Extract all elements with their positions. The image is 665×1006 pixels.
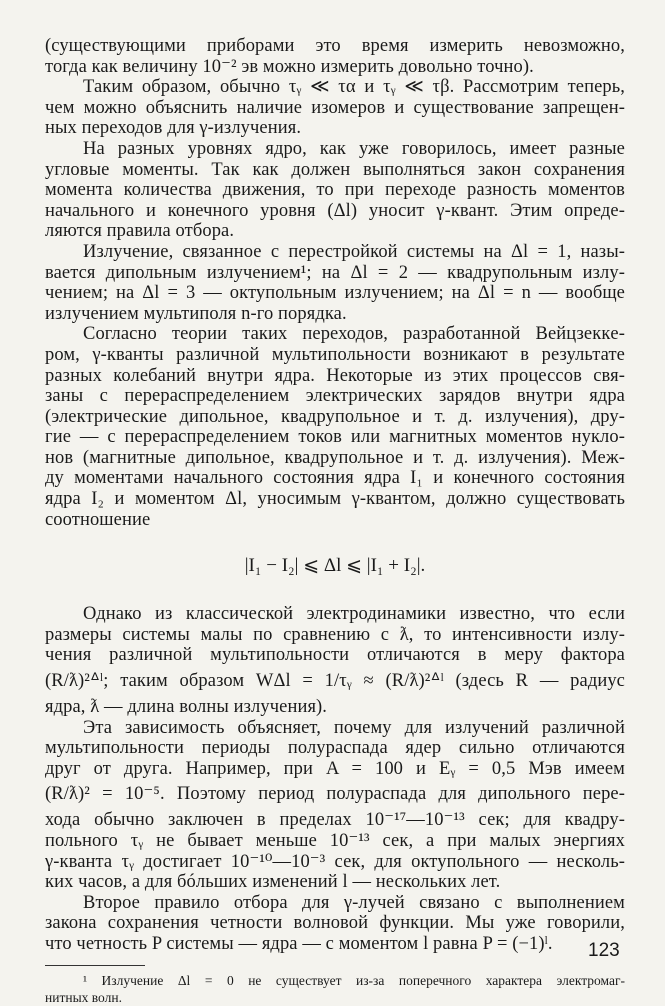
text-line: Излучение, связанное с перестройкой системы на Δl = 1, назы-	[83, 241, 625, 262]
text-line: Второе правило отбора для γ-лучей связано с выполнением	[83, 892, 625, 913]
book-page	[45, 36, 625, 1006]
paragraph-3	[45, 139, 625, 242]
text-line: польного τᵧ не бывает меньше 10⁻¹³ сек, а при малых энергиях	[45, 831, 625, 851]
text-line: закона сохранения четности волновой функции. Мы уже говорили,	[45, 913, 625, 934]
text-line: излучением мультиполя n-го порядка.	[45, 303, 347, 324]
text-line: ду моментами начального состояния ядра I₁ и конечного состояния	[45, 468, 625, 489]
text-line: соотношение	[45, 509, 151, 530]
paragraph-1	[45, 36, 625, 77]
text-line: размеры системы малы по сравнению с ƛ, то интенсивности излу-	[45, 624, 625, 645]
text-line: чем можно объяснить наличие изомеров и существование запрещен-	[45, 97, 625, 118]
text-line: ром, γ-кванты различной мультипольности возникают в результате	[45, 344, 625, 365]
paragraph-7	[45, 718, 625, 893]
paragraph-6	[45, 604, 625, 717]
text-line: угловые моменты. Так как должен выполняться закон сохранения	[45, 159, 625, 180]
text-line: что четность P системы — ядра — с моментом l равна P = (−1)ˡ.	[45, 933, 553, 954]
footnote-divider	[45, 965, 145, 966]
text-line: (R/ƛ)² = 10⁻⁵. Поэтому период полураспада для дипольного пере-	[45, 784, 625, 805]
text-line: Эта зависимость объясняет, почему для излучений различной	[83, 717, 625, 738]
footnote	[45, 972, 625, 1006]
text-line: Согласно теории таких переходов, разработанной Вейцзеккe-	[83, 324, 625, 345]
text-line: гие — с перераспределением токов или магнитных моментов нукло-	[45, 427, 625, 448]
text-line: γ-кванта τᵧ достигает 10⁻¹⁰—10⁻³ сек, для октупольного — несколь-	[45, 851, 625, 872]
paragraph-5	[45, 324, 625, 530]
text-line: момента количества движения, то при переходе разность моментов	[45, 180, 625, 201]
page-number: 123	[588, 940, 620, 961]
text-line: мультипольности периоды полураспада ядер сильно отличаются	[45, 738, 625, 759]
paragraph-8	[45, 893, 625, 955]
paragraph-4	[45, 242, 625, 324]
text-line: хода обычно заключен в пределах 10⁻¹⁷—10⁻¹³ сек; для квадру-	[45, 810, 625, 831]
text-line: начального и конечного уровня (Δl) уносит γ-квант. Этим опреде-	[45, 200, 625, 221]
text-line: друг от друга. Например, при A = 100 и Eᵧ = 0,5 Мэв имеем	[45, 758, 625, 779]
text-line: (существующими приборами это время измерить невозможно,	[45, 36, 625, 56]
text-line: ких часов, а для бóльших изменений l — нескольких лет.	[45, 872, 501, 893]
text-line: ядра, ƛ — длина волны излучения).	[45, 697, 328, 718]
footnote-line: ¹ Излучение Δl = 0 не существует из-за поперечного характера электромаг-	[83, 972, 625, 988]
text-line: ляются правила отбора.	[45, 221, 235, 242]
text-line: (электрические дипольное, квадрупольное и т. д. излучения), дру-	[45, 406, 625, 427]
text-line: тогда как величину 10⁻² эв можно измерить довольно точно).	[45, 56, 534, 77]
text-line: чения различной мультипольности отличаются в меру фактора	[45, 645, 625, 666]
text-line: ных переходов для γ-излучения.	[45, 118, 302, 139]
text-line: На разных уровнях ядро, как уже говорилось, имеет разные	[83, 138, 625, 159]
paragraph-2	[45, 77, 625, 139]
text-line: Однако из классической электродинамики известно, что если	[83, 604, 625, 625]
text-line: Таким образом, обычно τᵧ ≪ τα и τᵧ ≪ τβ. Рассмотрим теперь,	[83, 77, 625, 98]
display-formula: |I₁ − I₂| ⩽ Δl ⩽ |I₁ + I₂|.	[244, 555, 426, 577]
text-line: нов (магнитные дипольное, квадрупольное и т. д. излучения). Меж-	[45, 447, 625, 468]
text-line: ядра I₂ и моментом Δl, уносимым γ-квантом, должно существовать	[45, 489, 625, 510]
text-line: вается дипольным излучением¹; на Δl = 2 — квадрупольным излу-	[45, 262, 625, 283]
text-line: (R/ƛ)²ᐞˡ; таким образом WΔl = 1/τᵧ ≈ (R/ƛ)²ᐞˡ (здесь R — радиус	[45, 671, 625, 692]
text-line: чением; на Δl = 3 — октупольным излучением; на Δl = n — вообще	[45, 283, 625, 304]
text-line: разных колебаний внутри ядра. Некоторые из этих процессов свя-	[45, 365, 625, 386]
text-line: заны с перераспределением электрических зарядов внутри ядра	[45, 386, 625, 407]
footnote-line: нитных волн.	[45, 989, 122, 1005]
